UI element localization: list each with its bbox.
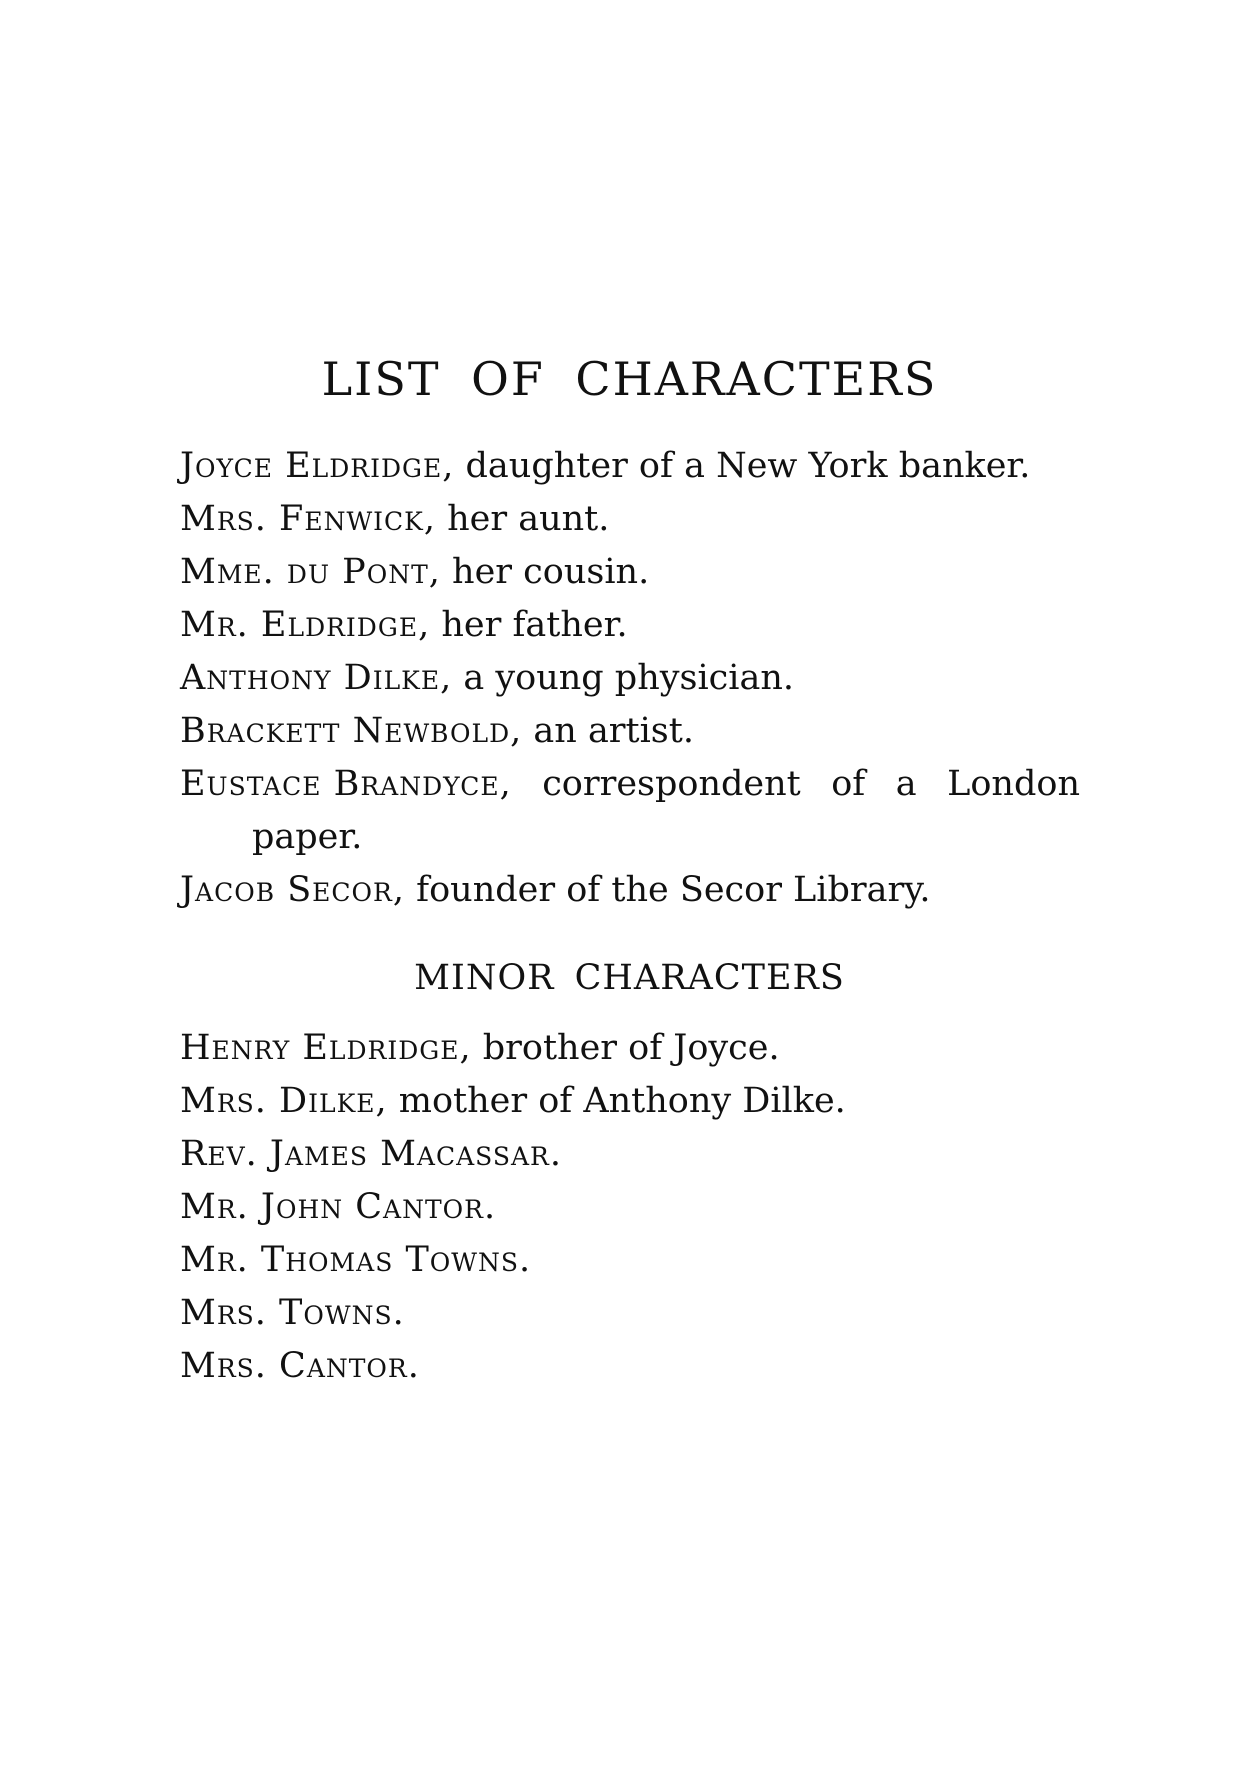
character-entry: [180, 599, 1080, 652]
character-description: her aunt.: [447, 499, 610, 539]
character-description: her father.: [441, 605, 628, 645]
character-entry: [180, 440, 1080, 493]
character-description-word: London: [947, 764, 1080, 804]
character-name: Mr. Thomas Towns.: [180, 1240, 532, 1280]
character-description: mother of Anthony Dilke.: [398, 1081, 846, 1121]
character-description: founder of the Secor Library.: [416, 870, 931, 910]
minor-characters-list: [180, 1022, 1080, 1393]
character-description-word: correspondent: [542, 764, 801, 804]
character-entry: [180, 546, 1080, 599]
character-description: brother of Joyce.: [482, 1028, 780, 1068]
character-name: Jacob Secor,: [180, 870, 406, 910]
character-name: Eustace Brandyce,: [180, 764, 512, 804]
character-entry: [180, 652, 1080, 705]
character-name: Mr. Eldridge,: [180, 605, 431, 645]
character-description: an artist.: [533, 711, 694, 751]
character-entry: [180, 493, 1080, 546]
character-name: Mrs. Cantor.: [180, 1346, 420, 1386]
character-name: Rev. James Macassar.: [180, 1134, 562, 1174]
character-name: Henry Eldridge,: [180, 1028, 472, 1068]
minor-characters-heading: MINOR CHARACTERS: [414, 958, 845, 998]
minor-character-entry: [180, 1022, 1080, 1075]
characters-list: [180, 440, 1080, 917]
character-name: Mrs. Fenwick,: [180, 499, 436, 539]
character-description-continuation: paper.: [252, 817, 363, 857]
character-name: Mrs. Dilke,: [180, 1081, 388, 1121]
character-name: Joyce Eldridge,: [180, 446, 455, 486]
character-name: Brackett Newbold,: [180, 711, 523, 751]
character-entry: [180, 705, 1080, 758]
character-name: Anthony Dilke,: [180, 658, 453, 698]
character-name: Mr. John Cantor.: [180, 1187, 497, 1227]
minor-character-entry: [180, 1075, 1080, 1128]
character-name: Mrs. Towns.: [180, 1293, 405, 1333]
minor-character-entry: [180, 1340, 1080, 1393]
minor-character-entry: [180, 1128, 1080, 1181]
character-description: daughter of a New York banker.: [465, 446, 1031, 486]
minor-character-entry: [180, 1287, 1080, 1340]
character-name: Mme. du Pont,: [180, 552, 441, 592]
character-description-word: a: [895, 764, 917, 804]
character-description-word: of: [831, 764, 866, 804]
character-entry: [180, 758, 1080, 811]
character-description: her cousin.: [452, 552, 650, 592]
page-title: LIST OF CHARACTERS: [321, 352, 938, 406]
character-description: a young physician.: [463, 658, 795, 698]
minor-character-entry: [180, 1234, 1080, 1287]
minor-character-entry: [180, 1181, 1080, 1234]
character-entry: [180, 864, 1080, 917]
